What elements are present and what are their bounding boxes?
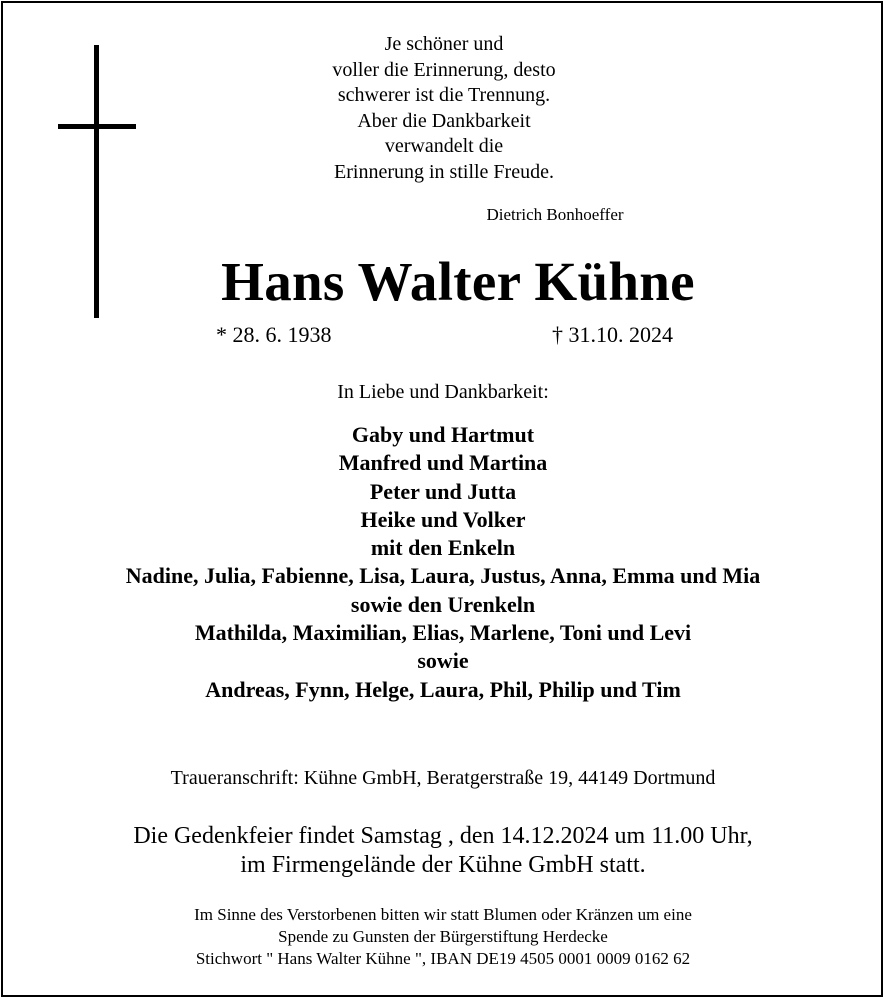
mourner-line: Heike und Volker	[360, 506, 526, 532]
mourner-line: Mathilda, Maximilian, Elias, Marlene, Toni und Levi	[194, 620, 692, 646]
poem	[244, 32, 644, 186]
poem-line: voller die Erinnerung, desto	[332, 58, 556, 81]
deceased-name: Hans Walter Kühne	[221, 251, 695, 312]
poem-line: Erinnerung in stille Freude.	[334, 160, 554, 183]
donation-line: Spende zu Gunsten der Bürgerstiftung Herdecke	[278, 927, 608, 946]
poem-line: Je schöner und	[384, 33, 504, 55]
mourner-line: mit den Enkeln	[370, 535, 516, 561]
mourner-line: sowie den Urenkeln	[350, 591, 536, 617]
death-date: † 31.10. 2024	[552, 322, 673, 347]
mourner-line: Gaby und Hartmut	[351, 422, 535, 447]
poem-author: Dietrich Bonhoeffer	[486, 205, 624, 224]
mourner-line: Nadine, Julia, Fabienne, Lisa, Laura, Justus, Anna, Emma und Mia	[125, 563, 761, 589]
poem-line: schwerer ist die Trennung.	[337, 84, 551, 107]
mourning-address: Traueranschrift: Kühne GmbH, Beratgerstraße 19, 44149 Dortmund	[170, 767, 716, 789]
ceremony-info	[0, 822, 886, 880]
donation-line: Im Sinne des Verstorbenen bitten wir statt Blumen oder Kränzen um eine	[194, 905, 692, 924]
poem-line: verwandelt die	[384, 135, 504, 158]
cross-horizontal-bar	[58, 124, 136, 129]
donation-info	[0, 904, 886, 970]
mourner-line: Andreas, Fynn, Helge, Laura, Phil, Philip und Tim	[205, 676, 681, 702]
birth-date: * 28. 6. 1938	[216, 322, 332, 347]
mourner-line: Manfred und Martina	[338, 450, 548, 476]
mourners-list	[0, 421, 886, 704]
mourners-intro: In Liebe und Dankbarkeit:	[337, 381, 549, 403]
mourner-line: sowie	[417, 648, 469, 674]
ceremony-line: im Firmengelände der Kühne GmbH statt.	[240, 852, 646, 878]
poem-line: Aber die Dankbarkeit	[357, 109, 531, 132]
donation-line: Stichwort " Hans Walter Kühne ", IBAN DE19 4505 0001 0009 0162 62	[195, 949, 691, 968]
ceremony-line: Die Gedenkfeier findet Samstag , den 14.12.2024 um 11.00 Uhr,	[133, 823, 753, 849]
mourner-line: Peter und Jutta	[369, 478, 517, 504]
